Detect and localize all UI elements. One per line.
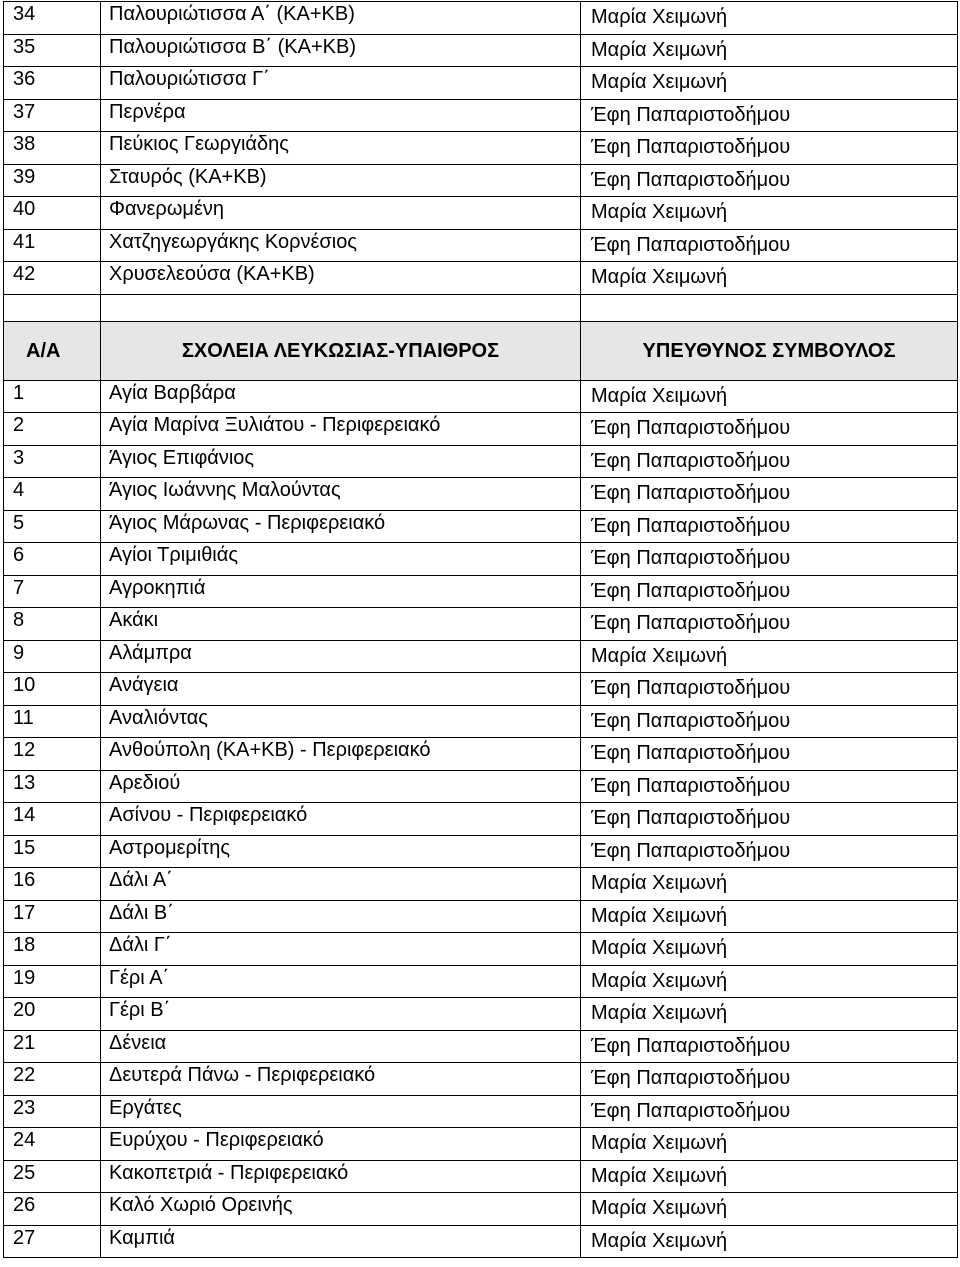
schools-table	[3, 1, 958, 1258]
advisor-name-cell	[581, 1193, 958, 1226]
advisor-name-cell	[581, 1063, 958, 1096]
advisor-name-cell	[581, 1128, 958, 1161]
school-name: Αναλιόντας	[109, 706, 208, 729]
school-name-cell	[101, 1128, 581, 1161]
school-name: Αγία Βαρβάρα	[109, 381, 236, 404]
blank-row	[4, 294, 958, 321]
row-number-cell	[4, 380, 101, 413]
row-number: 15	[13, 836, 36, 859]
school-name: Χατζηγεωργάκης Κορνέσιος	[109, 230, 357, 253]
advisor-name: Έφη Παπαριστοδήμου	[591, 547, 791, 569]
advisor-name-cell	[581, 34, 958, 67]
table-row	[4, 1160, 958, 1193]
advisor-name-cell	[581, 380, 958, 413]
advisor-name: Έφη Παπαριστοδήμου	[591, 807, 791, 829]
school-name: Άγιος Επιφάνιος	[109, 446, 255, 469]
row-number-cell	[4, 543, 101, 576]
row-number-cell	[4, 1128, 101, 1161]
table-row	[4, 1063, 958, 1096]
row-number: 24	[13, 1129, 36, 1151]
school-name: Εργάτες	[109, 1096, 182, 1119]
table-row	[4, 640, 958, 673]
row-number-cell	[4, 933, 101, 966]
row-number-cell	[4, 770, 101, 803]
row-number-cell	[4, 640, 101, 673]
advisor-name-cell	[581, 262, 958, 295]
row-number: 19	[13, 966, 36, 989]
advisor-name: Μαρία Χειμωνή	[591, 969, 728, 992]
school-name: Γέρι Α΄	[109, 966, 170, 989]
table-row	[4, 262, 958, 295]
row-number-cell	[4, 835, 101, 868]
advisor-name: Μαρία Χειμωνή	[591, 872, 728, 894]
school-name: Δένεια	[109, 1031, 167, 1054]
row-number-cell	[4, 965, 101, 998]
table-row	[4, 965, 958, 998]
row-number-cell	[4, 1193, 101, 1226]
advisor-name: Μαρία Χειμωνή	[591, 1164, 728, 1187]
row-number-cell	[4, 998, 101, 1031]
school-name: Καλό Χωριό Ορεινής	[109, 1194, 293, 1216]
school-name-cell	[101, 197, 581, 230]
table-row	[4, 34, 958, 67]
table-row	[4, 998, 958, 1031]
school-name-cell	[101, 803, 581, 836]
advisor-name: Έφη Παπαριστοδήμου	[591, 514, 791, 537]
school-name: Παλουριώτισσα Α΄ (ΚΑ+ΚΒ)	[109, 3, 355, 25]
table-row	[4, 197, 958, 230]
school-name: Παλουριώτισσα Γ΄	[109, 68, 270, 90]
row-number-cell	[4, 575, 101, 608]
table-row	[4, 2, 958, 35]
advisor-name: Μαρία Χειμωνή	[591, 6, 728, 28]
school-name-cell	[101, 1030, 581, 1063]
school-name: Αγροκηπιά	[109, 576, 206, 599]
table-row	[4, 1225, 958, 1258]
advisor-name-cell	[581, 67, 958, 100]
bottom-rows	[4, 380, 958, 1258]
school-name-cell	[101, 868, 581, 901]
row-number: 16	[13, 869, 36, 891]
row-number: 3	[13, 446, 25, 469]
table-row	[4, 445, 958, 478]
advisor-name: Έφη Παπαριστοδήμου	[591, 233, 791, 256]
advisor-name-cell	[581, 835, 958, 868]
blank-cell	[101, 294, 581, 321]
school-name-cell	[101, 2, 581, 35]
advisor-name-cell	[581, 1030, 958, 1063]
advisor-name-cell	[581, 478, 958, 511]
table-row	[4, 868, 958, 901]
school-name-cell	[101, 900, 581, 933]
table-row	[4, 380, 958, 413]
school-name-cell	[101, 608, 581, 641]
row-number-cell	[4, 478, 101, 511]
table-row	[4, 608, 958, 641]
school-name: Δάλι Α΄	[109, 869, 173, 891]
school-name-cell	[101, 34, 581, 67]
school-name: Περνέρα	[109, 100, 186, 123]
row-number: 26	[13, 1194, 36, 1216]
blank-cell	[4, 294, 101, 321]
row-number: 8	[13, 609, 25, 631]
top-rows	[4, 2, 958, 295]
advisor-name-cell	[581, 197, 958, 230]
table-row	[4, 673, 958, 706]
row-number: 11	[13, 706, 34, 729]
row-number: 36	[13, 68, 36, 90]
advisor-name-cell	[581, 229, 958, 262]
advisor-name-cell	[581, 575, 958, 608]
school-name-cell	[101, 380, 581, 413]
header-number: Α/Α	[4, 321, 101, 380]
row-number-cell	[4, 197, 101, 230]
school-name-cell	[101, 673, 581, 706]
school-name: Δάλι Β΄	[109, 901, 174, 924]
row-number-cell	[4, 608, 101, 641]
advisor-name: Μαρία Χειμωνή	[591, 384, 728, 407]
advisor-name: Μαρία Χειμωνή	[591, 644, 728, 667]
school-name: Αστρομερίτης	[109, 836, 231, 859]
advisor-name: Έφη Παπαριστοδήμου	[591, 742, 791, 764]
school-name-cell	[101, 262, 581, 295]
school-name-cell	[101, 965, 581, 998]
school-name: Σταυρός (ΚΑ+ΚΒ)	[109, 165, 267, 188]
table-row	[4, 738, 958, 771]
school-name: Καμπιά	[109, 1226, 175, 1249]
blank-cell	[581, 294, 958, 321]
school-name: Ακάκι	[109, 609, 159, 631]
advisor-name: Έφη Παπαριστοδήμου	[591, 774, 791, 797]
school-name: Ανθούπολη (ΚΑ+ΚΒ) - Περιφερειακό	[109, 739, 431, 761]
table-row	[4, 803, 958, 836]
row-number-cell	[4, 705, 101, 738]
school-name-cell	[101, 738, 581, 771]
row-number: 2	[13, 414, 25, 436]
row-number: 34	[13, 3, 36, 25]
school-name-cell	[101, 445, 581, 478]
row-number: 22	[13, 1064, 36, 1086]
row-number: 42	[13, 263, 36, 285]
row-number-cell	[4, 1030, 101, 1063]
advisor-name: Μαρία Χειμωνή	[591, 904, 728, 927]
table-row	[4, 1095, 958, 1128]
school-name: Γέρι Β΄	[109, 999, 171, 1021]
table-row	[4, 900, 958, 933]
school-name: Άγιος Μάρωνας - Περιφερειακό	[109, 511, 386, 534]
school-name-cell	[101, 132, 581, 165]
row-number-cell	[4, 868, 101, 901]
table-row	[4, 67, 958, 100]
advisor-name: Μαρία Χειμωνή	[591, 201, 728, 223]
row-number-cell	[4, 1063, 101, 1096]
advisor-name-cell	[581, 132, 958, 165]
row-number: 12	[13, 739, 36, 761]
school-name-cell	[101, 575, 581, 608]
row-number: 13	[13, 771, 36, 794]
school-name: Αγία Μαρίνα Ξυλιάτου - Περιφερειακό	[109, 414, 441, 436]
school-name: Αλάμπρα	[109, 641, 192, 664]
row-number-cell	[4, 413, 101, 446]
school-name-cell	[101, 164, 581, 197]
row-number-cell	[4, 673, 101, 706]
table-row	[4, 1030, 958, 1063]
row-number-cell	[4, 164, 101, 197]
row-number: 37	[13, 100, 36, 123]
school-name-cell	[101, 705, 581, 738]
table-row	[4, 99, 958, 132]
header-advisor: ΥΠΕΥΘΥΝΟΣ ΣΥΜΒΟΥΛΟΣ	[581, 321, 958, 380]
advisor-name: Έφη Παπαριστοδήμου	[591, 168, 791, 191]
advisor-name: Μαρία Χειμωνή	[591, 1197, 728, 1219]
row-number: 5	[13, 511, 25, 534]
advisor-name-cell	[581, 770, 958, 803]
advisor-name-cell	[581, 965, 958, 998]
school-name: Χρυσελεούσα (ΚΑ+ΚΒ)	[109, 263, 315, 285]
row-number: 14	[13, 804, 36, 826]
advisor-name: Έφη Παπαριστοδήμου	[591, 677, 791, 699]
school-name-cell	[101, 640, 581, 673]
row-number: 40	[13, 198, 36, 220]
school-name: Ανάγεια	[109, 674, 179, 696]
advisor-name: Μαρία Χειμωνή	[591, 937, 728, 959]
row-number-cell	[4, 2, 101, 35]
school-name: Φανερωμένη	[109, 198, 224, 220]
table-row	[4, 933, 958, 966]
table-header-row	[4, 321, 958, 380]
advisor-name: Έφη Παπαριστοδήμου	[591, 417, 791, 439]
row-number-cell	[4, 900, 101, 933]
table-row	[4, 543, 958, 576]
school-name-cell	[101, 770, 581, 803]
school-name: Αρεδιού	[109, 771, 181, 794]
advisor-name-cell	[581, 99, 958, 132]
row-number: 17	[13, 901, 36, 924]
table-row	[4, 1193, 958, 1226]
advisor-name: Μαρία Χειμωνή	[591, 38, 728, 61]
school-name: Ασίνου - Περιφερειακό	[109, 804, 308, 826]
advisor-name: Έφη Παπαριστοδήμου	[591, 579, 791, 602]
advisor-name: Έφη Παπαριστοδήμου	[591, 103, 791, 126]
row-number: 7	[13, 576, 25, 599]
row-number: 6	[13, 544, 25, 566]
advisor-name-cell	[581, 900, 958, 933]
advisor-name-cell	[581, 1225, 958, 1258]
row-number-cell	[4, 34, 101, 67]
advisor-name: Έφη Παπαριστοδήμου	[591, 839, 791, 862]
school-name-cell	[101, 478, 581, 511]
row-number: 9	[13, 641, 25, 664]
table-row	[4, 413, 958, 446]
school-name-cell	[101, 1193, 581, 1226]
advisor-name: Μαρία Χειμωνή	[591, 1229, 728, 1252]
table-row	[4, 229, 958, 262]
table-row	[4, 164, 958, 197]
advisor-name-cell	[581, 868, 958, 901]
advisor-name: Έφη Παπαριστοδήμου	[591, 136, 791, 158]
advisor-name-cell	[581, 803, 958, 836]
advisor-name-cell	[581, 705, 958, 738]
advisor-name: Μαρία Χειμωνή	[591, 1002, 728, 1024]
row-number-cell	[4, 803, 101, 836]
advisor-name-cell	[581, 1160, 958, 1193]
row-number-cell	[4, 262, 101, 295]
school-name: Κακοπετριά - Περιφερειακό	[109, 1161, 349, 1184]
school-name-cell	[101, 413, 581, 446]
advisor-name: Έφη Παπαριστοδήμου	[591, 482, 791, 504]
row-number: 23	[13, 1096, 36, 1119]
school-name-cell	[101, 67, 581, 100]
row-number: 41	[13, 230, 36, 253]
advisor-name-cell	[581, 510, 958, 543]
advisor-name: Μαρία Χειμωνή	[591, 266, 728, 288]
row-number-cell	[4, 1225, 101, 1258]
school-name-cell	[101, 1095, 581, 1128]
row-number-cell	[4, 99, 101, 132]
school-name-cell	[101, 835, 581, 868]
school-name: Ευρύχου - Περιφερειακό	[109, 1129, 324, 1151]
school-name: Πεύκιος Γεωργιάδης	[109, 133, 289, 155]
school-name-cell	[101, 1063, 581, 1096]
row-number: 35	[13, 35, 36, 58]
advisor-name-cell	[581, 608, 958, 641]
advisor-name: Έφη Παπαριστοδήμου	[591, 449, 791, 472]
advisor-name-cell	[581, 164, 958, 197]
table-row	[4, 835, 958, 868]
row-number: 21	[13, 1031, 36, 1054]
row-number: 4	[13, 479, 25, 501]
school-name: Άγιος Ιωάννης Μαλούντας	[109, 479, 341, 501]
advisor-name-cell	[581, 933, 958, 966]
table-row	[4, 510, 958, 543]
school-name-cell	[101, 510, 581, 543]
header-schools: ΣΧΟΛΕΙΑ ΛΕΥΚΩΣΙΑΣ-ΥΠΑΙΘΡΟΣ	[101, 321, 581, 380]
advisor-name: Έφη Παπαριστοδήμου	[591, 1099, 791, 1122]
advisor-name-cell	[581, 445, 958, 478]
advisor-name-cell	[581, 738, 958, 771]
table-row	[4, 478, 958, 511]
row-number-cell	[4, 445, 101, 478]
row-number: 10	[13, 674, 36, 696]
advisor-name: Μαρία Χειμωνή	[591, 71, 728, 93]
school-name-cell	[101, 229, 581, 262]
table-row	[4, 132, 958, 165]
school-name-cell	[101, 543, 581, 576]
table-row	[4, 705, 958, 738]
school-name-cell	[101, 933, 581, 966]
advisor-name: Έφη Παπαριστοδήμου	[591, 612, 791, 634]
advisor-name-cell	[581, 1095, 958, 1128]
advisor-name-cell	[581, 998, 958, 1031]
school-name-cell	[101, 1160, 581, 1193]
school-name: Παλουριώτισσα Β΄ (ΚΑ+ΚΒ)	[109, 35, 356, 58]
school-name: Αγίοι Τριμιθιάς	[109, 544, 238, 566]
row-number-cell	[4, 738, 101, 771]
row-number: 18	[13, 934, 36, 956]
row-number-cell	[4, 1095, 101, 1128]
table-row	[4, 575, 958, 608]
row-number-cell	[4, 132, 101, 165]
school-name-cell	[101, 1225, 581, 1258]
row-number: 20	[13, 999, 36, 1021]
row-number: 38	[13, 133, 36, 155]
school-name: Δάλι Γ΄	[109, 934, 172, 956]
separator-rows	[4, 294, 958, 380]
advisor-name-cell	[581, 673, 958, 706]
row-number: 25	[13, 1161, 36, 1184]
row-number-cell	[4, 1160, 101, 1193]
row-number-cell	[4, 510, 101, 543]
advisor-name-cell	[581, 640, 958, 673]
advisor-name: Μαρία Χειμωνή	[591, 1132, 728, 1154]
advisor-name-cell	[581, 413, 958, 446]
advisor-name: Έφη Παπαριστοδήμου	[591, 1034, 791, 1057]
advisor-name-cell	[581, 543, 958, 576]
advisor-name: Έφη Παπαριστοδήμου	[591, 709, 791, 732]
school-name-cell	[101, 99, 581, 132]
advisor-name-cell	[581, 2, 958, 35]
row-number: 39	[13, 165, 36, 188]
row-number-cell	[4, 229, 101, 262]
table-row	[4, 770, 958, 803]
row-number: 1	[13, 381, 25, 404]
row-number-cell	[4, 67, 101, 100]
school-name: Δευτερά Πάνω - Περιφερειακό	[109, 1064, 376, 1086]
table-row	[4, 1128, 958, 1161]
advisor-name: Έφη Παπαριστοδήμου	[591, 1067, 791, 1089]
row-number: 27	[13, 1226, 36, 1249]
school-name-cell	[101, 998, 581, 1031]
